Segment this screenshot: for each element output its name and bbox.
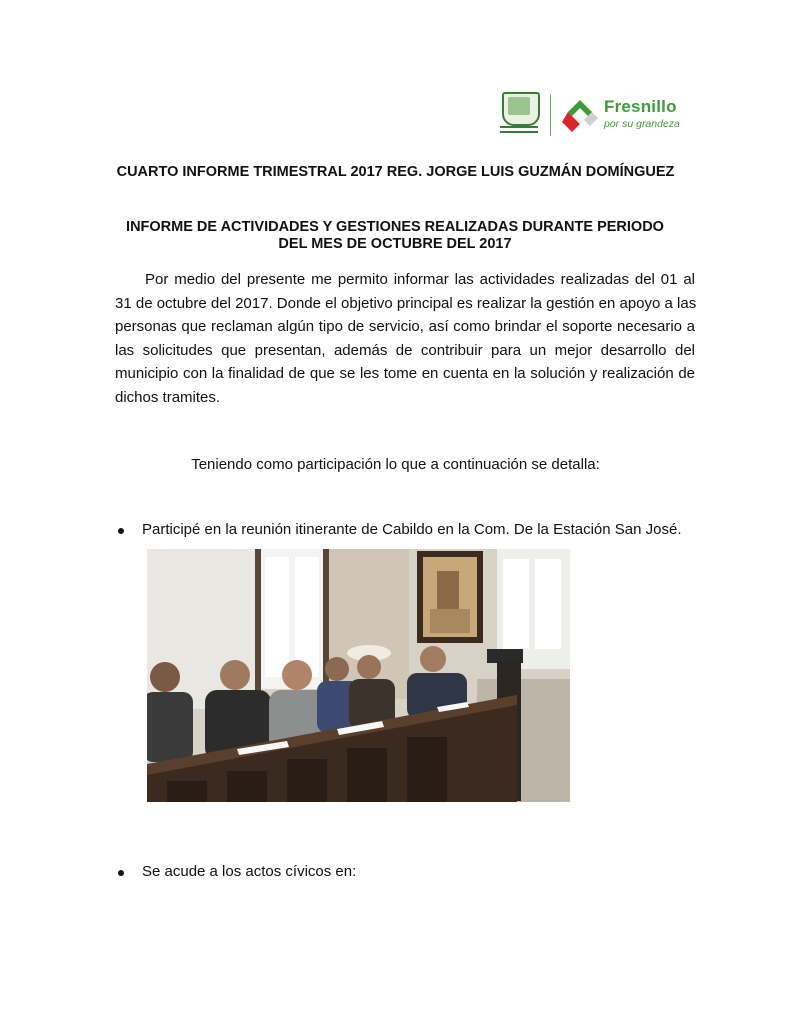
page-title: CUARTO INFORME TRIMESTRAL 2017 REG. JORGE LUIS GUZMÁN DOMÍNGUEZ <box>116 164 675 180</box>
municipal-seal-logo <box>498 92 540 138</box>
seal-caption-line <box>500 126 538 128</box>
paragraph-line: dichos tramites. <box>115 388 221 406</box>
intro-paragraph <box>115 268 695 409</box>
meeting-photo-illustration <box>147 549 570 802</box>
logo-divider <box>550 94 551 136</box>
meeting-photo <box>147 549 570 802</box>
bullet-icon <box>118 528 124 534</box>
subtitle-line: INFORME DE ACTIVIDADES Y GESTIONES REALIZADAS DURANTE PERIODO <box>126 219 664 235</box>
brand-name: Fresnillo <box>604 97 677 116</box>
subtitle-line: DEL MES DE OCTUBRE DEL 2017 <box>278 236 512 252</box>
header-logos <box>498 92 698 138</box>
seal-caption-line <box>500 131 538 133</box>
paragraph-line: Por medio del presente me permito informar las actividades realizadas del 01 al <box>145 271 695 288</box>
brand-tagline: por su grandeza <box>604 118 680 130</box>
paragraph-line: municipio con la finalidad de que se les tome en cuenta en la solución y realización de <box>115 365 695 382</box>
list-item-text: Participé en la reunión itinerante de Cabildo en la Com. De la Estación San José. <box>142 521 682 538</box>
bullet-icon <box>118 870 124 876</box>
paragraph-line: 31 de octubre del 2017. Donde el objetivo principal es realizar la gestión en apoyo a las <box>115 294 697 312</box>
seal-emblem <box>508 97 530 115</box>
list-item-text: Se acude a los actos cívicos en: <box>142 863 357 880</box>
paragraph-line: personas que reclaman algún tipo de servicio, así como brindar el soporte necesario a <box>115 318 695 335</box>
fresnillo-mark-icon <box>562 98 598 134</box>
report-subtitle <box>95 219 695 253</box>
paragraph-line: las solicitudes que presentan, además de contribuir para un mejor desarrollo del <box>115 341 695 359</box>
section-intro: Teniendo como participación lo que a continuación se detalla: <box>191 456 600 473</box>
